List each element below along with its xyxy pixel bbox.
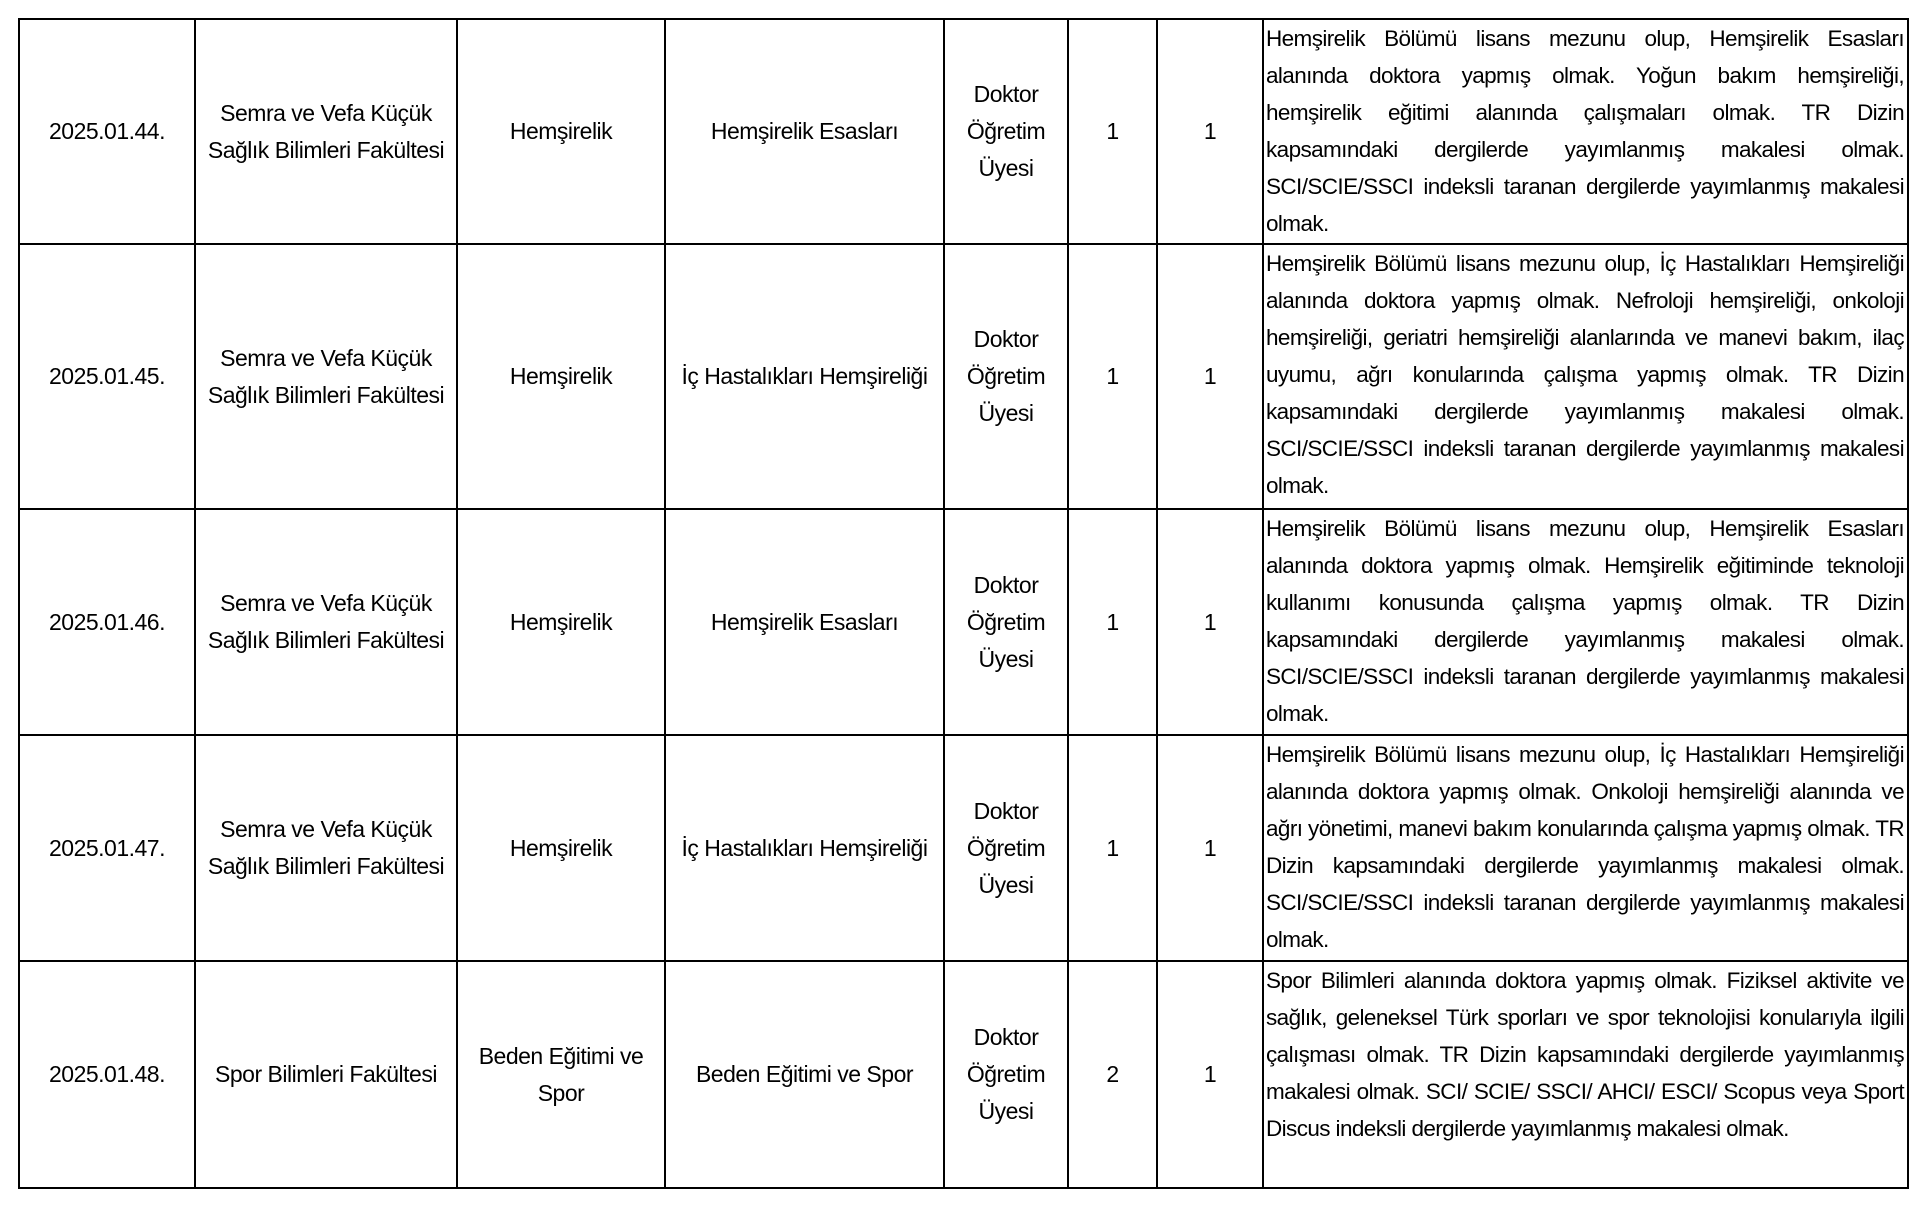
position-title-line: Doktor: [973, 797, 1039, 824]
degree-value: 1: [1068, 509, 1157, 735]
posting-number: 2025.01.46.: [19, 509, 195, 735]
position-title-line: Üyesi: [978, 1098, 1034, 1124]
department-name: Hemşirelik: [457, 19, 665, 244]
requirements-text: Hemşirelik Bölümü lisans mezunu olup, Hemşirelik Esasları alanında doktora yapmış olmak. Yoğun bakım hemşireliği, hemşirelik eğitimi alanında çalışmaları olmak. TR Dizin kapsamındaki dergilerde yayımlanmış makalesi olmak. SCI/SCIE/SSCI indeksli taranan dergilerde yayımlanmış makalesi olmak.: [1263, 19, 1908, 244]
position-title-line: Üyesi: [978, 400, 1034, 426]
degree-value: 2: [1068, 961, 1157, 1188]
table-row: [19, 735, 1908, 961]
posting-number: 2025.01.47.: [19, 735, 195, 961]
position-title-line: Öğretim: [966, 834, 1046, 861]
position-title-line: Öğretim: [966, 1061, 1046, 1087]
position-title-line: Üyesi: [978, 155, 1034, 181]
requirements-text: Hemşirelik Bölümü lisans mezunu olup, İç Hastalıkları Hemşireliği alanında doktora yapmış olmak. Onkoloji hemşireliği alanında ve ağrı yönetimi, manevi bakım konularında çalışma yapmış olmak. TR Dizin kapsamındaki dergilerde yayımlanmış makalesi olmak. SCI/SCIE/SSCI indeksli taranan dergilerde yayımlanmış makalesi olmak.: [1263, 735, 1908, 961]
position-title-line: Üyesi: [978, 871, 1034, 898]
quantity-value: 1: [1157, 19, 1263, 244]
division-name: Hemşirelik Esasları: [665, 509, 944, 735]
position-title: [944, 961, 1068, 1188]
department-name: Hemşirelik: [457, 735, 665, 961]
position-title-line: Doktor: [973, 81, 1039, 107]
department-name: Hemşirelik: [457, 509, 665, 735]
position-title-line: Öğretim: [966, 363, 1046, 389]
department-name: Hemşirelik: [457, 244, 665, 509]
position-title-line: Doktor: [973, 1024, 1039, 1050]
faculty-name: Semra ve Vefa Küçük Sağlık Bilimleri Fakültesi: [195, 509, 457, 735]
posting-number: 2025.01.45.: [19, 244, 195, 509]
position-title-line: Doktor: [973, 326, 1039, 352]
position-title-line: Öğretim: [966, 608, 1046, 635]
quantity-value: 1: [1157, 961, 1263, 1188]
position-title-line: Üyesi: [978, 645, 1034, 672]
faculty-name: Spor Bilimleri Fakültesi: [195, 961, 457, 1188]
faculty-name: Semra ve Vefa Küçük Sağlık Bilimleri Fakültesi: [195, 19, 457, 244]
department-name: Beden Eğitimi ve Spor: [457, 961, 665, 1188]
posting-number: 2025.01.48.: [19, 961, 195, 1188]
quantity-value: 1: [1157, 735, 1263, 961]
position-title-line: Öğretim: [966, 118, 1046, 144]
position-title-line: Doktor: [973, 571, 1039, 598]
division-name: İç Hastalıkları Hemşireliği: [665, 244, 944, 509]
table-row: [19, 19, 1908, 244]
requirements-text: Hemşirelik Bölümü lisans mezunu olup, Hemşirelik Esasları alanında doktora yapmış olmak. Hemşirelik eğitiminde teknoloji kullanımı konusunda çalışma yapmış olmak. TR Dizin kapsamındaki dergilerde yayımlanmış makalesi olmak. SCI/SCIE/SSCI indeksli taranan dergilerde yayımlanmış makalesi olmak.: [1263, 509, 1908, 735]
division-name: Beden Eğitimi ve Spor: [665, 961, 944, 1188]
faculty-name: Semra ve Vefa Küçük Sağlık Bilimleri Fakültesi: [195, 735, 457, 961]
position-title: [944, 244, 1068, 509]
position-title: [944, 735, 1068, 961]
table-row: [19, 509, 1908, 735]
degree-value: 1: [1068, 735, 1157, 961]
position-title: [944, 19, 1068, 244]
table-row: [19, 244, 1908, 509]
division-name: İç Hastalıkları Hemşireliği: [665, 735, 944, 961]
quantity-value: 1: [1157, 244, 1263, 509]
division-name: Hemşirelik Esasları: [665, 19, 944, 244]
quantity-value: 1: [1157, 509, 1263, 735]
requirements-text: Hemşirelik Bölümü lisans mezunu olup, İç Hastalıkları Hemşireliği alanında doktora yapmış olmak. Nefroloji hemşireliği, onkoloji hemşireliği, geriatri hemşireliği alanlarında ve manevi bakım, ilaç uyumu, ağrı konularında çalışma yapmış olmak. TR Dizin kapsamındaki dergilerde yayımlanmış makalesi olmak. SCI/SCIE/SSCI indeksli taranan dergilerde yayımlanmış makalesi olmak.: [1263, 244, 1908, 509]
requirements-text: Spor Bilimleri alanında doktora yapmış olmak. Fiziksel aktivite ve sağlık, geleneksel Türk sporları ve spor teknolojisi konularıyla ilgili çalışması olmak. TR Dizin kapsamındaki dergilerde yayımlanmış makalesi olmak. SCI/ SCIE/ SSCI/ AHCI/ ESCI/ Scopus veya Sport Discus indeksli dergilerde yayımlanmış makalesi olmak.: [1263, 961, 1908, 1188]
faculty-name: Semra ve Vefa Küçük Sağlık Bilimleri Fakültesi: [195, 244, 457, 509]
degree-value: 1: [1068, 244, 1157, 509]
positions-table: [18, 18, 1909, 1189]
posting-number: 2025.01.44.: [19, 19, 195, 244]
table-row: [19, 961, 1908, 1188]
degree-value: 1: [1068, 19, 1157, 244]
position-title: [944, 509, 1068, 735]
